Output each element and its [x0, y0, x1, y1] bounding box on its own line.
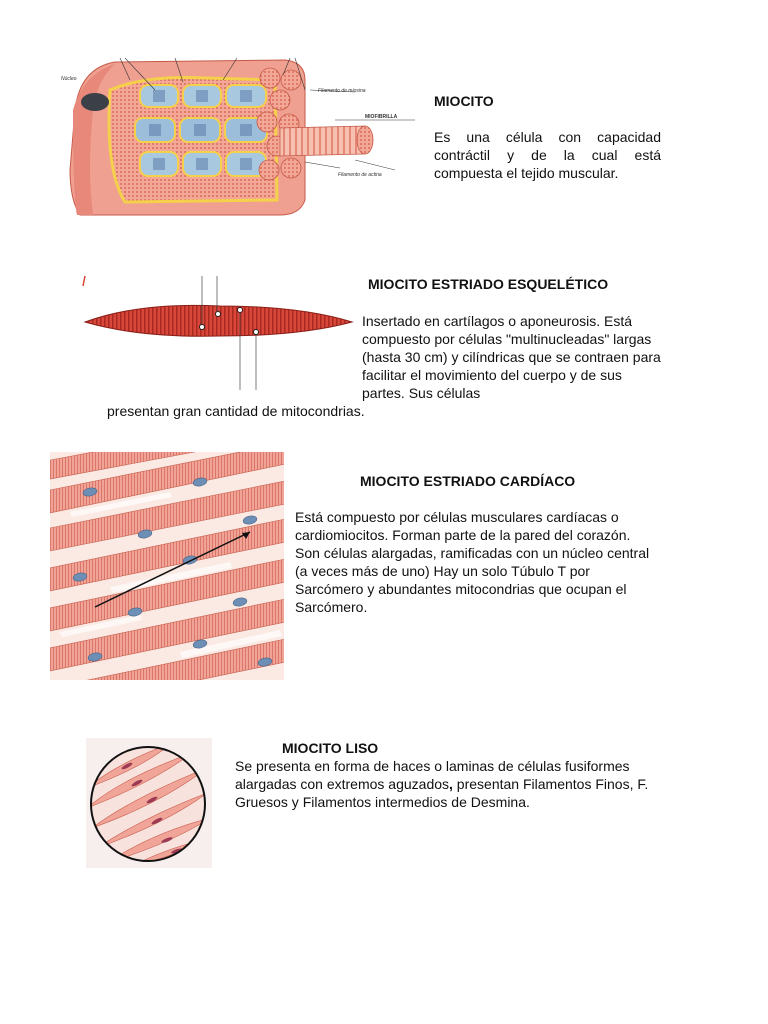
cardiac-myocyte-figure	[50, 452, 284, 680]
myosin-label: Filamento de miosina	[318, 88, 366, 94]
section-text-miocito: Es una célula con capacidad contráctil y de la cual está compuesta el tejido muscular.	[434, 129, 661, 181]
section-text-esqueletico-tail: presentan gran cantidad de mitocondrias.	[107, 403, 365, 419]
section-text-cardiaco: Está compuesto por células musculares cardíacas o cardiomiocitos. Forman parte de la pared del corazón. Son células alargadas, ramificadas con un núcleo central (a veces más de uno) Hay un solo Túbulo T por Sarcómero y abundantes mitocondrias que ocupan el Sarcómero.	[295, 509, 650, 615]
myofibril-label: MIOFIBRILLA	[365, 114, 398, 120]
section-title-cardiaco: MIOCITO ESTRIADO CARDÍACO	[360, 473, 576, 489]
section-text-liso-post: presentan Filamentos Finos, F. Gruesos y Filamentos intermedios de Desmina.	[235, 776, 649, 810]
section-text-liso	[235, 757, 670, 811]
actin-label: Filamento de actina	[338, 172, 382, 178]
section-text-esqueletico: Insertado en cartílagos o aponeurosis. Está compuesto por células "multinucleadas" largas (hasta 30 cm) y cilíndricas que se contraen para facilitar el movimiento del cuerpo y de sus partes. Sus células	[362, 313, 661, 401]
section-title-liso: MIOCITO LISO	[282, 740, 379, 756]
section-title-esqueletico: MIOCITO ESTRIADO ESQUELÉTICO	[368, 276, 609, 292]
myocyte-figure	[55, 50, 425, 220]
section-text-liso-pre: Se presenta en forma de haces o laminas de células fusiformes alargadas con extremos aguzados	[235, 758, 630, 792]
skeletal-myocyte-figure	[80, 272, 355, 392]
section-text-liso-comma: ,	[449, 776, 453, 792]
smooth-myocyte-figure	[82, 738, 212, 868]
section-title-miocito: MIOCITO	[434, 93, 494, 109]
nucleus-label: Núcleo	[61, 76, 77, 82]
